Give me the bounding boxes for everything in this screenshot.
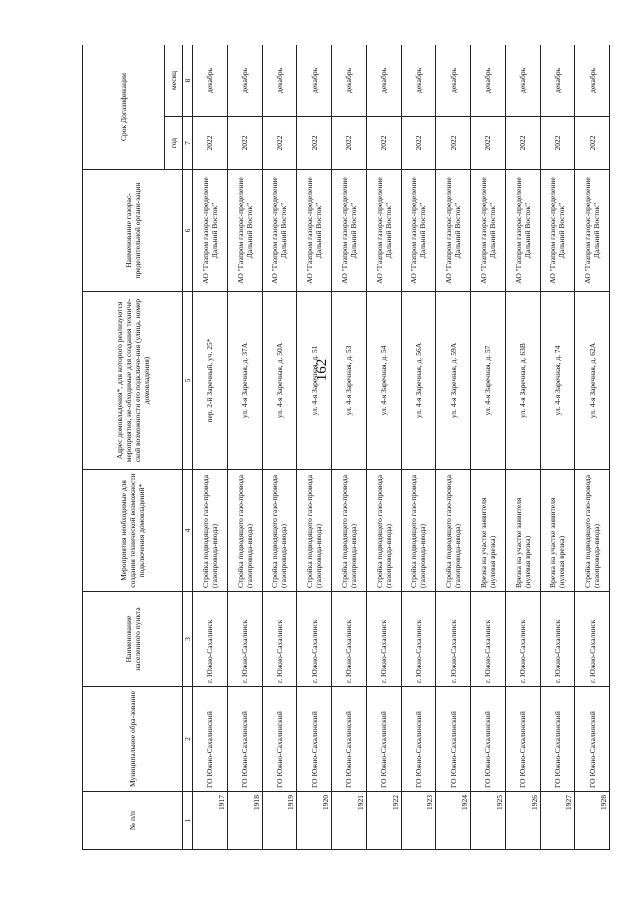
settlement-cell: г. Южно-Сахалинск: [332, 592, 367, 687]
column-number: 5: [183, 292, 193, 470]
organization-cell: АО "Газпром газорас-пределение Дальний Восток": [227, 170, 262, 292]
measure-cell: Стройка подводящего газо-провода (газопровода-ввода): [366, 470, 401, 592]
row-number: 1920: [297, 792, 332, 850]
column-number: 4: [183, 470, 193, 592]
month-cell: декабрь: [471, 45, 506, 117]
table-row: [575, 45, 610, 850]
organization-cell: АО "Газпром газорас-пределение Дальний Восток": [436, 170, 471, 292]
address-cell: ул. 4-я Заречная, д. 74: [540, 292, 575, 470]
organization-cell: АО "Газпром газорас-пределение Дальний Восток": [471, 170, 506, 292]
organization-cell: АО "Газпром газорас-пределение Дальний Восток": [575, 170, 610, 292]
municipality-cell: ГО Южно-Сахалинский: [505, 687, 540, 792]
column-number: 2: [183, 687, 193, 792]
measure-cell: Врезка на участке заявителя (нулевая врезка): [471, 470, 506, 592]
month-cell: декабрь: [366, 45, 401, 117]
row-number: 1921: [332, 792, 367, 850]
table-row: [505, 45, 540, 850]
settlement-cell: г. Южно-Сахалинск: [366, 592, 401, 687]
municipality-cell: ГО Южно-Сахалинский: [366, 687, 401, 792]
measure-cell: Стройка подводящего газо-провода (газопровода-ввода): [332, 470, 367, 592]
row-number: 1917: [193, 792, 228, 850]
row-number: 1918: [227, 792, 262, 850]
address-cell: ул. 4-я Заречная, д. 59А: [436, 292, 471, 470]
header-settlement: Наименование населенного пункта: [83, 592, 183, 687]
header-measures: Мероприятия необходимые для создания технической возможности подключения домовладений*: [83, 470, 183, 592]
address-cell: ул. 4-я Заречная, д. 57: [471, 292, 506, 470]
month-cell: декабрь: [505, 45, 540, 117]
organization-cell: АО "Газпром газорас-пределение Дальний Восток": [505, 170, 540, 292]
organization-cell: АО "Газпром газорас-пределение Дальний Восток": [262, 170, 297, 292]
municipality-cell: ГО Южно-Сахалинский: [262, 687, 297, 792]
header-org: Наименование газорас-пределительной органи-зации: [83, 170, 183, 292]
measure-cell: Стройка подводящего газо-провода (газопровода-ввода): [227, 470, 262, 592]
organization-cell: АО "Газпром газорас-пределение Дальний Восток": [401, 170, 436, 292]
table-row: [401, 45, 436, 850]
row-number: 1922: [366, 792, 401, 850]
column-number: 3: [183, 592, 193, 687]
year-cell: 2022: [332, 117, 367, 170]
address-cell: ул. 4-я Заречная, д. 54: [366, 292, 401, 470]
year-cell: 2022: [505, 117, 540, 170]
table-row: [366, 45, 401, 850]
measure-cell: Врезка на участке заявителя (нулевая врезка): [540, 470, 575, 592]
organization-cell: АО "Газпром газорас-пределение Дальний Восток": [297, 170, 332, 292]
settlement-cell: г. Южно-Сахалинск: [575, 592, 610, 687]
table-row: [540, 45, 575, 850]
settlement-cell: г. Южно-Сахалинск: [540, 592, 575, 687]
year-cell: 2022: [297, 117, 332, 170]
municipality-cell: ГО Южно-Сахалинский: [540, 687, 575, 792]
municipality-cell: ГО Южно-Сахалинский: [193, 687, 228, 792]
municipality-cell: ГО Южно-Сахалинский: [227, 687, 262, 792]
address-cell: ул. 4-я Заречная, д. 62А: [575, 292, 610, 470]
address-cell: ул. 4-я Заречная, д. 51: [297, 292, 332, 470]
header-municipality: Муниципальное обра-зование: [83, 687, 183, 792]
organization-cell: АО "Газпром газорас-пределение Дальний Восток": [193, 170, 228, 292]
settlement-cell: г. Южно-Сахалинск: [227, 592, 262, 687]
municipality-cell: ГО Южно-Сахалинский: [575, 687, 610, 792]
year-cell: 2022: [366, 117, 401, 170]
month-cell: декабрь: [575, 45, 610, 117]
organization-cell: АО "Газпром газорас-пределение Дальний Восток": [540, 170, 575, 292]
row-number: 1919: [262, 792, 297, 850]
measure-cell: Стройка подводящего газо-провода (газопровода-ввода): [401, 470, 436, 592]
measure-cell: Стройка подводящего газо-провода (газопровода-ввода): [297, 470, 332, 592]
year-cell: 2022: [540, 117, 575, 170]
table-row: [436, 45, 471, 850]
organization-cell: АО "Газпром газорас-пределение Дальний Восток": [366, 170, 401, 292]
row-number: 1927: [540, 792, 575, 850]
address-cell: ул. 4-я Заречная, д. 53: [332, 292, 367, 470]
measure-cell: Врезка на участке заявителя (нулевая врезка): [505, 470, 540, 592]
year-cell: 2022: [262, 117, 297, 170]
address-cell: ул. 4-я Заречная, д. 63В: [505, 292, 540, 470]
year-cell: 2022: [401, 117, 436, 170]
measure-cell: Стройка подводящего газо-провода (газопровода-ввода): [262, 470, 297, 592]
municipality-cell: ГО Южно-Сахалинский: [297, 687, 332, 792]
municipality-cell: ГО Южно-Сахалинский: [471, 687, 506, 792]
month-cell: декабрь: [297, 45, 332, 117]
year-cell: 2022: [227, 117, 262, 170]
month-cell: декабрь: [227, 45, 262, 117]
measure-cell: Стройка подводящего газо-провода (газопровода-ввода): [575, 470, 610, 592]
settlement-cell: г. Южно-Сахалинск: [436, 592, 471, 687]
year-cell: 2022: [575, 117, 610, 170]
gasification-table: [82, 45, 610, 850]
rotated-table-container: [82, 45, 610, 850]
header-num: № п/п: [83, 792, 183, 850]
column-number: 8: [183, 45, 193, 117]
month-cell: декабрь: [262, 45, 297, 117]
row-number: 1924: [436, 792, 471, 850]
settlement-cell: г. Южно-Сахалинск: [471, 592, 506, 687]
municipality-cell: ГО Южно-Сахалинский: [401, 687, 436, 792]
table-row: [332, 45, 367, 850]
year-cell: 2022: [471, 117, 506, 170]
address-cell: ул. 4-я Заречная, д. 56А: [401, 292, 436, 470]
municipality-cell: ГО Южно-Сахалинский: [436, 687, 471, 792]
header-year: год: [165, 117, 183, 170]
table-row: [297, 45, 332, 850]
table-row: [471, 45, 506, 850]
column-number: 6: [183, 170, 193, 292]
row-number: 1928: [575, 792, 610, 850]
measure-cell: Стройка подводящего газо-провода (газопровода-ввода): [193, 470, 228, 592]
year-cell: 2022: [193, 117, 228, 170]
header-month: месяц: [165, 45, 183, 117]
settlement-cell: г. Южно-Сахалинск: [505, 592, 540, 687]
settlement-cell: г. Южно-Сахалинск: [401, 592, 436, 687]
row-number: 1925: [471, 792, 506, 850]
table-row: [227, 45, 262, 850]
settlement-cell: г. Южно-Сахалинск: [193, 592, 228, 687]
page-number: 162: [314, 358, 330, 382]
address-cell: пер. 2-й Заречный, уч. 25*: [193, 292, 228, 470]
table-row: [262, 45, 297, 850]
organization-cell: АО "Газпром газорас-пределение Дальний Восток": [332, 170, 367, 292]
header-address: Адрес домовладения*, для которого реализуются мероприятия, не-обходимые для создания техниче-ской возможности его подключе-ния (улица, номер домовладения): [83, 292, 183, 470]
header-deadline: Срок Догазификации: [83, 45, 165, 170]
year-cell: 2022: [436, 117, 471, 170]
month-cell: декабрь: [436, 45, 471, 117]
month-cell: декабрь: [540, 45, 575, 117]
settlement-cell: г. Южно-Сахалинск: [262, 592, 297, 687]
municipality-cell: ГО Южно-Сахалинский: [332, 687, 367, 792]
month-cell: декабрь: [401, 45, 436, 117]
table-frame: [82, 45, 610, 850]
month-cell: декабрь: [193, 45, 228, 117]
month-cell: декабрь: [332, 45, 367, 117]
table-row: [193, 45, 228, 850]
address-cell: ул. 4-я Заречная, д. 37А: [227, 292, 262, 470]
row-number: 1923: [401, 792, 436, 850]
measure-cell: Стройка подводящего газо-провода (газопровода-ввода): [436, 470, 471, 592]
column-number: 1: [183, 792, 193, 850]
row-number: 1926: [505, 792, 540, 850]
address-cell: ул. 4-я Заречная, д. 50А: [262, 292, 297, 470]
settlement-cell: г. Южно-Сахалинск: [297, 592, 332, 687]
column-number: 7: [183, 117, 193, 170]
